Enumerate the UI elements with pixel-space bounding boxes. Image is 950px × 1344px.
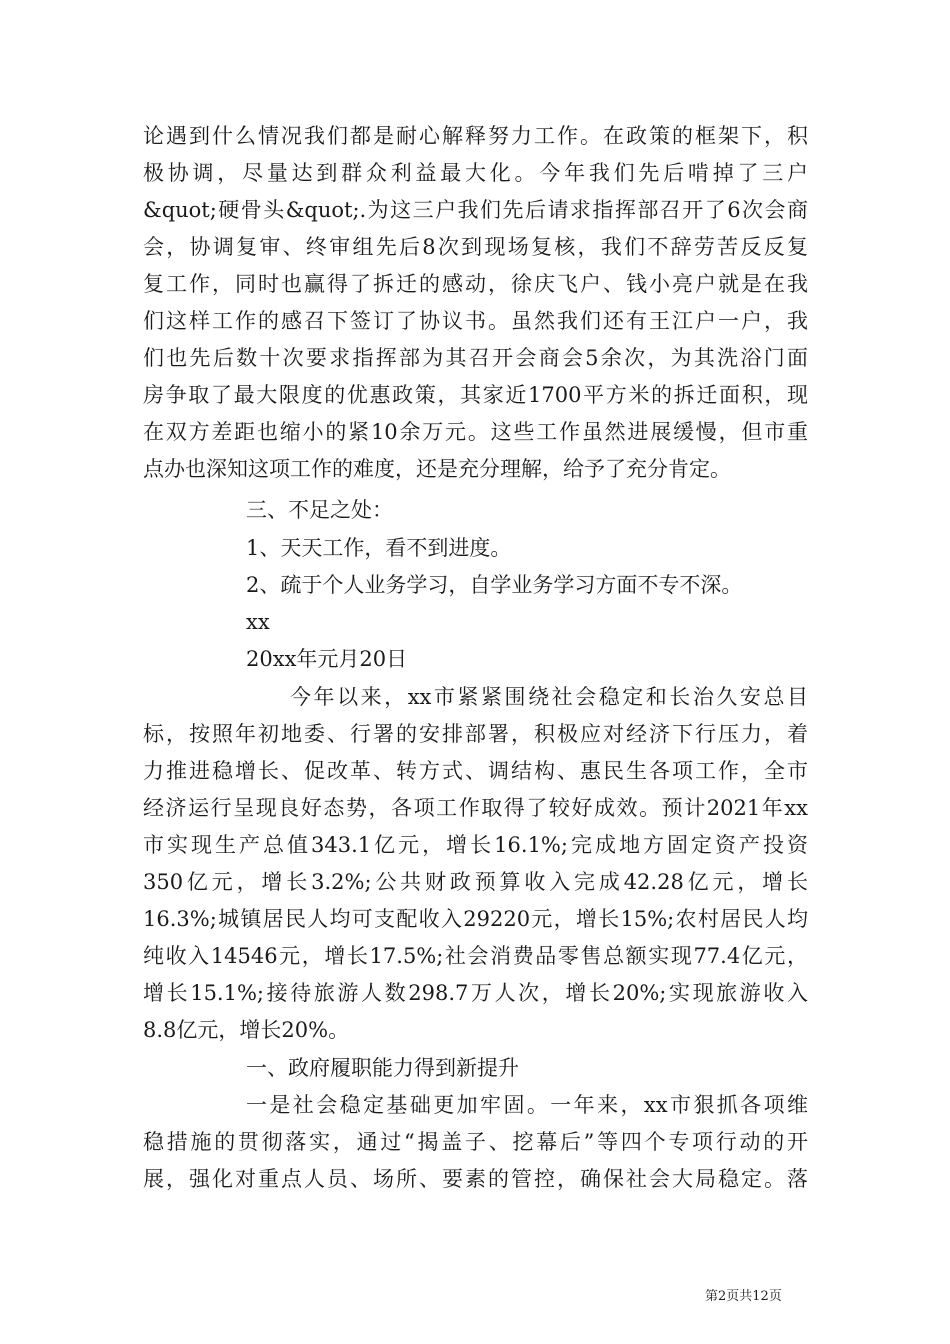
text-line: 会，协调复审、终审组先后8次到现场复核，我们不辞劳苦反反复: [143, 235, 808, 259]
signature-name: xx: [246, 610, 270, 634]
text-line: 在双方差距也缩小的紧10余万元。这些工作虽然进展缓慢，但市重: [143, 420, 808, 444]
section-heading: 三、不足之处：: [246, 498, 393, 522]
text-line: 标，按照年初地委、行署的安排部署，积极应对经济下行压力，着: [143, 722, 808, 746]
text-line: 展，强化对重点人员、场所、要素的管控，确保社会大局稳定。落: [143, 1167, 808, 1191]
text-line: 论遇到什么情况我们都是耐心解释努力工作。在政策的框架下，积: [143, 124, 808, 148]
text-line: 350亿元，增长3.2%;公共财政预算收入完成42.28亿元，增长: [143, 870, 808, 894]
text-line: 点办也深知这项工作的难度，还是充分理解，给予了充分肯定。: [143, 457, 731, 481]
text-line: 稳措施的贯彻落实，通过“揭盖子、挖幕后”等四个专项行动的开: [143, 1130, 808, 1154]
text-line: 房争取了最大限度的优惠政策，其家近1700平方米的拆迁面积，现: [143, 383, 808, 407]
text-line: 一是社会稳定基础更加牢固。一年来，xx市狠抓各项维: [246, 1093, 808, 1117]
text-line: 经济运行呈现良好态势，各项工作取得了较好成效。预计2021年xx: [143, 796, 808, 820]
text-line: 们也先后数十次要求指挥部为其召开会商会5余次，为其洗浴门面: [143, 346, 808, 370]
text-line: 极协调，尽量达到群众利益最大化。今年我们先后啃掉了三户: [143, 161, 808, 185]
text-line: 纯收入14546元，增长17.5%;社会消费品零售总额实现77.4亿元，: [143, 944, 808, 968]
text-line: 16.3%;城镇居民人均可支配收入29220元，增长15%;农村居民人均: [143, 907, 808, 931]
text-line: 力推进稳增长、促改革、转方式、调结构、惠民生各项工作，全市: [143, 759, 808, 783]
text-line: &quot;硬骨头&quot;.为这三户我们先后请求指挥部召开了6次会商: [143, 198, 808, 222]
text-line: 8.8亿元，增长20%。: [143, 1018, 350, 1042]
text-line: 们这样工作的感召下签订了协议书。虽然我们还有王江户一户，我: [143, 309, 808, 333]
text-line: 复工作，同时也赢得了拆迁的感动，徐庆飞户、钱小亮户就是在我: [143, 272, 808, 296]
page-footer: 第2页共12页: [705, 1289, 782, 1304]
text-line: 增长15.1%;接待旅游人数298.7万人次，增长20%;实现旅游收入: [143, 981, 808, 1005]
text-line: 市实现生产总值343.1亿元，增长16.1%;完成地方固定资产投资: [143, 833, 808, 857]
signature-date: 20xx年元月20日: [246, 647, 408, 671]
section-heading: 一、政府履职能力得到新提升: [246, 1056, 519, 1080]
list-item: 1、天天工作，看不到进度。: [246, 536, 512, 560]
list-item: 2、疏于个人业务学习，自学业务学习方面不专不深。: [246, 573, 743, 597]
text-line: 今年以来，xx市紧紧围绕社会稳定和长治久安总目: [290, 685, 808, 709]
